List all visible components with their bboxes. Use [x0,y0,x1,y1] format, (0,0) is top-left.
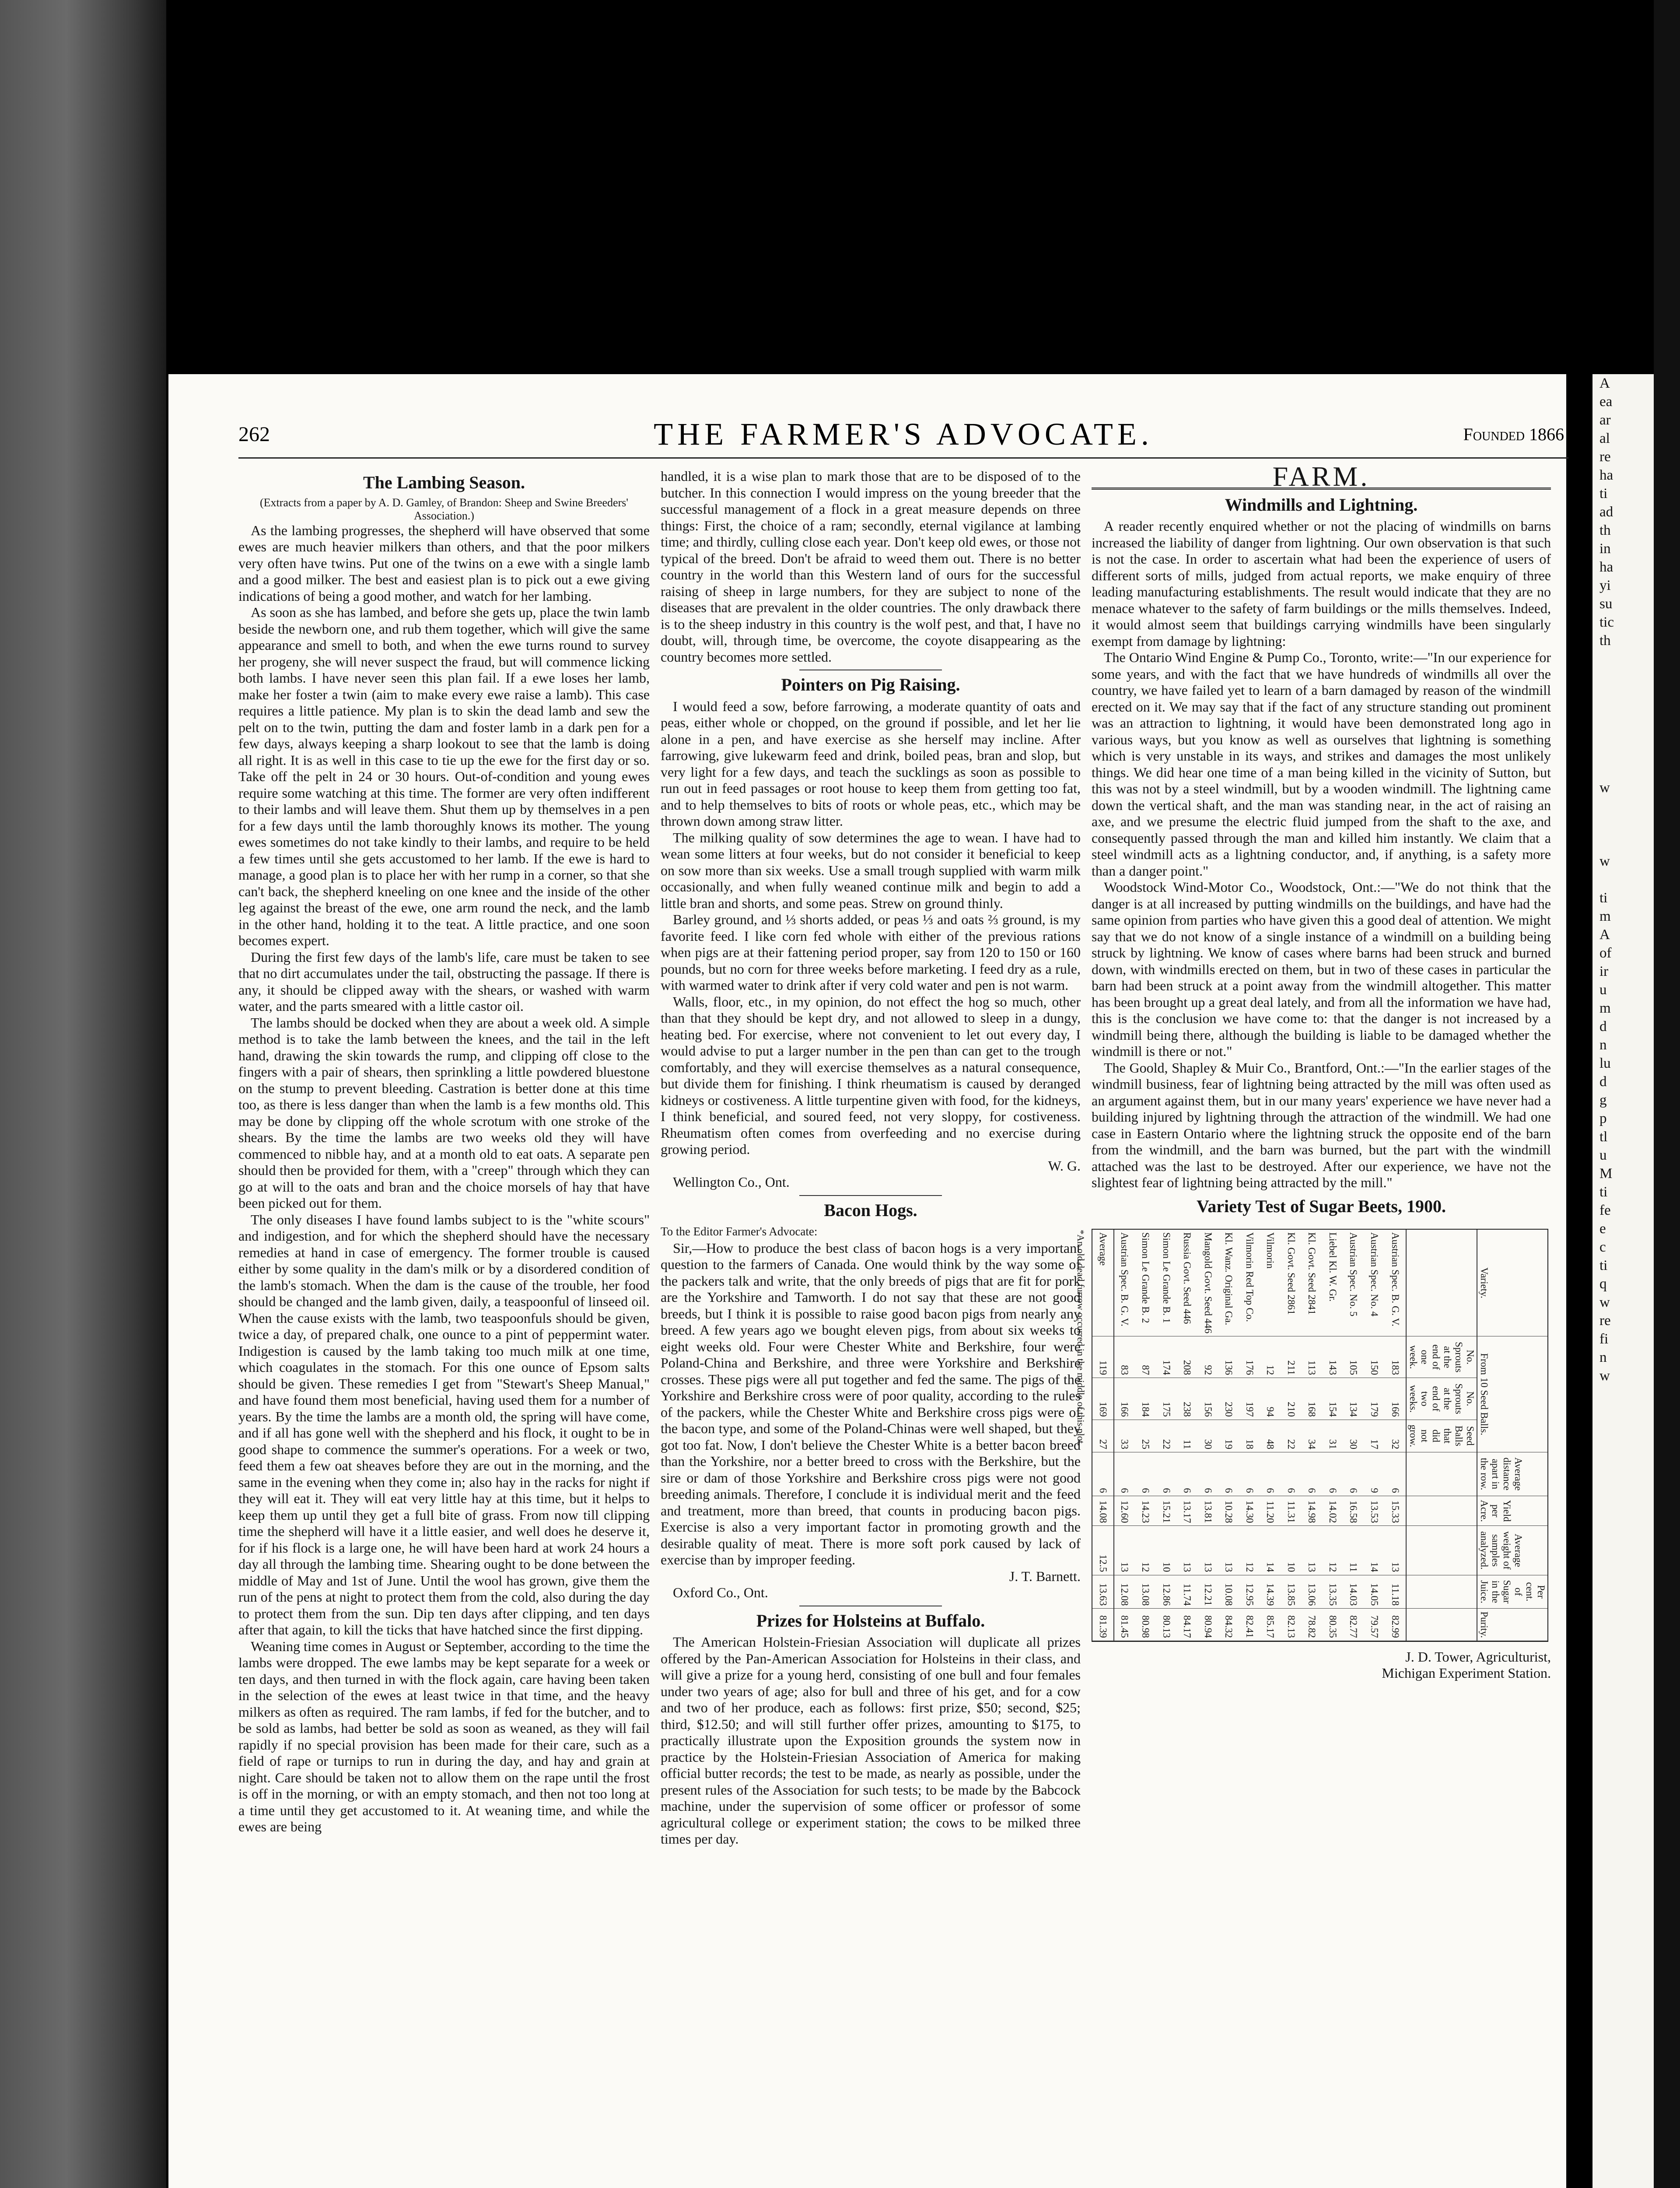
table-cell: 13 [1218,1525,1239,1574]
table-cell: 81.39 [1092,1608,1114,1641]
table-row [1260,1230,1281,1641]
table-cell: 6 [1135,1452,1156,1496]
table-cell: 14 [1260,1525,1281,1574]
fragment-line: e [1600,1221,1606,1237]
credit-name: J. D. Tower, Agriculturist, [1405,1648,1551,1665]
table-cell: 12 [1239,1525,1260,1574]
table-header [1406,1230,1477,1336]
fragment-line: ti [1600,890,1608,906]
table-cell: 156 [1197,1378,1218,1419]
table-cell: 18 [1239,1420,1260,1452]
table-cell: 238 [1177,1378,1198,1419]
table-cell: 134 [1343,1378,1364,1419]
table-cell: Kl. Govt. Seed 2861 [1281,1230,1302,1336]
table-cell: 13 [1385,1525,1406,1574]
fragment-line: fi [1600,1331,1609,1347]
divider [799,1195,942,1196]
fragment-line: p [1600,1111,1607,1126]
table-cell: 6 [1302,1452,1323,1496]
fragment-line: d [1600,1074,1607,1090]
table-cell: 6 [1177,1452,1198,1496]
lambing-note: (Extracts from a paper by A. D. Gamley, of Brandon: Sheep and Swine Breeders' Association.) [260,496,628,522]
fragment-line: ti [1600,1184,1608,1200]
fragment-line: ea [1600,394,1613,410]
table-cell: 11.74 [1177,1575,1198,1609]
table-cell: Simon Le Grande B. 1 [1156,1230,1177,1336]
table-cell: 6 [1239,1452,1260,1496]
fragment-line: c [1600,1239,1606,1255]
column-2 [661,468,1081,1848]
pig-initials: W. G. [1048,1157,1081,1174]
table-cell: 14.03 [1343,1575,1364,1609]
holstein-title: Prizes for Holsteins at Buffalo. [756,1610,985,1630]
table-row [1385,1230,1406,1641]
table-row [1114,1230,1135,1641]
fragment-line: al [1600,431,1610,446]
fragment-line [1600,797,1654,815]
table-header [1406,1452,1477,1496]
table-cell: 119 [1092,1336,1114,1378]
lambing-paragraph: The only diseases I have found lambs subject to is the "white scours" and indigestion, and for which the shepherd should have the necessary remedies at hand in case of emergency. The former trouble is caused either by some quality in the dam's milk or by a disordered condition of the lamb's stomach. When the dam is the cause of the trouble, her food should be changed and the lamb given, daily, a teaspoonful of linseed oil. When the cause exists with the lamb, two teaspoonfuls should be given, twice a day, of prepared chalk, one ounce to a pint of peppermint water. Indigestion is caused by the lamb taking too much milk at one time, which coagulates in the stomach. For this one ounce of Epsom salts should be given. These remedies I get from "Stewart's Sheep Manual," and have found them most beneficial, having used them for a number of years. By the time the lambs are a month old, the spring will have come, and if all has gone well with the shepherd and his flock, it ought to be in good shape to commence the summer's operations. For a week or two, feed them a few oat sheaves before they are out in the morning, and the same in the evening when they come in; also hay in the racks for night if they will eat it. They will eat very little hay at this time, but it helps to keep them up until they get a full bite of grass. From now till clipping time the shepherd will have it a little easier, and well does he deserve it, for if his flock is a large one, he will have been hard at work 24 hours a day all through the lambing time. Shearing ought to be done between the middle of May and 1st of June. Until the wool has grown, give them the run of the pens at night to protect them from the cold, also during the day to protect them from the sun. Dip ten days after clipping, and ten days after that again, to kill the ticks that have hatched since the first dipping. [238,1211,650,1637]
table-cell: 12.21 [1197,1575,1218,1609]
table-cell: 14.05 [1364,1575,1385,1609]
table-cell: 84.17 [1177,1608,1198,1641]
fragment-line [1600,870,1654,889]
table-cell: 80.94 [1197,1608,1218,1641]
lambing-paragraph: As soon as she has lambed, and before she gets up, place the twin lamb beside the newborn one, and rub them together, which will give the same appearance and smell to both, and when the ewe turns round to survey her progeny, she will never suspect the fraud, but will commence licking both lambs. I have never seen this plan fail. If a ewe loses her lamb, make her foster a twin (aim to make every ewe raise a lamb). This case requires a little patience. My plan is to skin the dead lamb and sew the pelt on to the twin, putting the dam and foster lamb in a dark pen for a few days, always keeping a sharp lookout to see that the lamb is doing all right. It is as well in this case to tie up the ewe for the first day or so. Take off the pelt in 24 or 30 hours. Out-of-condition and young ewes require some watching at this time. The former are very often indifferent to their lambs and will leave them. Shut them up by themselves in a pen for a few days until the lamb thoroughly knows its mother. The young ewes sometimes do not take kindly to their lambs, and require to be held a few times until she gets accustomed to her lamb. If the ewe is hard to manage, a good plan is to place her with her rump in a corner, so that she can't back, the shepherd kneeling on one knee and the inside of the other leg against the breast of the ewe, one arm round the neck, and the lamb in the other hand, holding it to the teat. A little practice, and one soon becomes expert. [238,604,650,948]
table-cell: 14 [1364,1525,1385,1574]
table-credit [1092,1649,1551,1682]
table-cell: 82.13 [1281,1608,1302,1641]
fragment-line: w [1600,853,1610,869]
fragment-line [1600,687,1654,705]
table-row [1177,1230,1198,1641]
fragment-line: u [1600,1147,1607,1163]
fragment-line [1600,705,1654,723]
fragment-line: u [1600,982,1607,998]
table-cell: Austrian Spec. B. G. V. [1385,1230,1406,1336]
table-cell: Austrian Spec. No. 5 [1343,1230,1364,1336]
fragment-line: g [1600,1092,1607,1108]
windmills-title: Windmills and Lightning. [1225,494,1418,515]
table-row [1156,1230,1177,1641]
pig-place: Wellington Co., Ont. [673,1174,790,1190]
table-cell: Vilmorin [1260,1230,1281,1336]
newspaper-page [168,374,1566,2188]
fragment-line: ir [1600,964,1609,979]
table-cell: 13 [1114,1525,1135,1574]
table-cell: 6 [1385,1452,1406,1496]
table-row [1239,1230,1260,1641]
fragment-line: ti [1600,1258,1608,1273]
table-cell: 6 [1092,1452,1114,1496]
table-cell: Russia Govt. Seed 446 [1177,1230,1198,1336]
founded-note: Founded 1866 [1463,424,1564,444]
table-cell: 12.60 [1114,1496,1135,1526]
table-cell: 19 [1218,1420,1239,1452]
fragment-line: A [1600,927,1610,943]
table-cell: 10 [1281,1525,1302,1574]
table-cell: 211 [1281,1336,1302,1378]
pig-title: Pointers on Pig Raising. [781,675,960,694]
fragment-line: tic [1600,614,1614,630]
table-cell: 6 [1156,1452,1177,1496]
fragment-line: w [1600,1294,1610,1310]
fragment-line: of [1600,945,1612,961]
fragment-line: w [1600,1368,1610,1384]
scan-right-border [1654,0,1680,2188]
table-cell: 169 [1092,1378,1114,1419]
table-cell: 12 [1323,1525,1344,1574]
sugar-beet-table [1073,1230,1548,1641]
table-cell: 13 [1302,1525,1323,1574]
table-cell: 13.08 [1135,1575,1156,1609]
table-cell: 34 [1302,1420,1323,1452]
table-cell: Austrian Spec. No. 4 [1364,1230,1385,1336]
table-cell: 136 [1218,1336,1239,1378]
lambing-paragraph: During the first few days of the lamb's life, care must be taken to see that no dirt accumulates under the tail, obstructing the passage. If there is any, it should be clipped away with the shears, or washed with warm water, and the parts smeared with a little castor oil. [238,949,650,1014]
table-row [1302,1230,1323,1641]
adjacent-page-fragment [1592,374,1654,2188]
windmills-paragraph: The Goold, Shapley & Muir Co., Brantford, Ont.:—"In the earlier stages of the windmill business, fear of lightning being attracted by the mill was often used as an argument against them, but in our many years' experience we have never had a building injured by lightning through the attraction of the windmill. We had one case in Eastern Ontario where the lightning struck the opposite end of the barn from the windmill, and the barn was burned, but the part with the windmill attached was the last to be destroyed. After our experience, we have not the slightest fear of lightning being attracted by the mill." [1092,1059,1551,1190]
lambing-continuation: handled, it is a wise plan to mark those that are to be disposed of to the butcher. In this connection I would impress on the young breeder that the successful management of a flock in a great measure depends on three things: First, the choice of a ram; secondly, eternal vigilance at lambing time; and thirdly, culling close each year. Don't keep old ewes, or those not typical of the breed. Don't be afraid to weed them out. There is no better country in the world than this Western land of ours for the successful raising of sheep in large numbers, for they are subject to none of the diseases that are prevalent in the older countries. The only drawback there is to the sheep industry in this country is the wolf pest, and that, I have no doubt, will, through time, be overcome, the coyote disappearing as the country becomes more settled. [661,468,1081,665]
table-cell: 183 [1385,1336,1406,1378]
table-footnote: *An old dead furrow occurred in the middle of this plot. [1075,1229,1086,1446]
table-cell: 184 [1135,1378,1156,1419]
table-cell: 154 [1323,1378,1344,1419]
table-cell: 6 [1281,1452,1302,1496]
table-cell: 92 [1197,1336,1218,1378]
table-cell: 78.82 [1302,1608,1323,1641]
lambing-paragraph: As the lambing progresses, the shepherd will have observed that some ewes are much heavier milkers than others, and that the poor milkers very often have twins. Put one of the twins on a ewe with a single lamb and a good milker. The best and easiest plan is to pick out a ewe giving indications of being a good mother, and watch for her lambing. [238,522,650,604]
table-cell: 179 [1364,1378,1385,1419]
table-cell: 210 [1281,1378,1302,1419]
table-cell: 25 [1135,1420,1156,1452]
fragment-line [1600,760,1654,778]
table-cell: 174 [1156,1336,1177,1378]
scan-left-border [0,0,166,2188]
fragment-line: m [1600,908,1611,924]
pig-paragraph: The milking quality of sow determines the age to wean. I have had to wean some litters at four weeks, but do not consider it beneficial to keep on sow more than six weeks. Use a small trough supplied with warm milk occasionally, and when fully weaned continue milk and begin to add a little bran and shorts, and some peas. Strew on ground thinly. [661,829,1081,911]
table-cell: 11 [1343,1525,1364,1574]
windmills-paragraph: The Ontario Wind Engine & Pump Co., Toronto, write:—"In our experience for some years, and with the fact that we have hundreds of windmills all over the country, we have failed yet to learn of a barn damaged by reason of the windmill erected on it. We may say that if the fact of any structure standing out prominent was an attraction to lightning, it would have been demonstrated long ago in various ways, but you know as well as ourselves that lightning is something which is very unstable in its ways, and strikes and damages the most unlikely things. We did hear one time of a man being killed in the vicinity of Sutton, but this was not by a steel windmill, but by a wooden windmill. The lightning came down the vertical shaft, and the man was standing near, in the act of raising an axe, and we presume the electric fluid jumped from the shaft to the axe, and consequently passed through the man and killed him instantly. We claim that a steel windmill acts as a lightning conductor, and, if anything, is a safety more than a danger point." [1092,649,1551,879]
table-average-row [1092,1230,1114,1641]
table-cell: Kl. Wanz. Original Ga. [1218,1230,1239,1336]
table-row [1218,1230,1239,1641]
bacon-paragraph: Sir,—How to produce the best class of bacon hogs is a very important question to the farmers of Canada. One would think by the way some of the packers talk and write, that the only breeds of pigs that are fit for pork are the Yorkshire and Tamworth. I do not say that these are not good breeds, but I think it is possible to raise good bacon pigs from nearly any breed. A few years ago we bought eleven pigs, from about six weeks to eight weeks old. Four were Chester White and Berkshire, four were Poland-China and Berkshire, and three were Yorkshire and Berkshire crosses. These pigs were all put together and fed the same. The pigs of the Yorkshire and Berkshire cross were of poor quality, according to the rules of the packers, while the Chester White and Berkshire cross pigs were of the bacon type, and some of the Poland-Chinas were well shaped, but they got too fat. Now, I don't believe the Chester White is a better bacon breed than the Yorkshire, nor a better breed to cross with the Berkshire, but the sire or dam of those Yorkshire and Berkshire cross pigs were not good breeding animals. Therefore, I conclude it is individual merit and the feed and treatment, more than breed, that counts in producing bacon pigs. Exercise is also a very important factor in promoting growth and the desirable quality of meat. There is more soft pork caused by lack of exercise than by improper feeding. [661,1240,1081,1567]
fragment-line [1600,815,1654,834]
lambing-paragraph: The lambs should be docked when they are about a week old. A simple method is to take the lamb between the knees, and the tail in the left hand, drawing the skin towards the rump, and clipping off close to the fingers with a pair of shears, then sprinkling a little powdered bluestone on the stump to prevent bleeding. Castration is better done at this time too, as there is less danger than when the lamb is a few months old. This may be done by clipping off the whole scrotum with one stroke of the shears. By the time the lambs are two weeks old they will have commenced to nibble hay, and at a month old to eat oats. A separate pen should then be provided for them, with a "creep" through which they can go at will to the oats and bran and the choice morsels of hay that have been picked out for them. [238,1014,650,1211]
table-cell: 13.81 [1197,1496,1218,1526]
table-header [1406,1496,1477,1526]
table-cell: 230 [1218,1378,1239,1419]
table-cell: 6 [1260,1452,1281,1496]
fragment-line [1600,742,1654,760]
table-cell: 83 [1114,1336,1135,1378]
fragment-line: th [1600,633,1611,649]
table-cell: 14.23 [1135,1496,1156,1526]
fragment-line: tl [1600,1129,1608,1145]
fragment-line: ha [1600,559,1614,575]
table-cell: 79.57 [1364,1608,1385,1641]
table-header [1406,1525,1477,1574]
table-cell: 80.35 [1323,1608,1344,1641]
bacon-signature: J. T. Barnett. [1009,1568,1081,1584]
table-cell: 6 [1114,1452,1135,1496]
fragment-line: q [1600,1276,1607,1292]
fragment-line: re [1600,449,1611,465]
table-cell: Average [1092,1230,1114,1336]
fragment-line: lu [1600,1055,1611,1071]
table-cell: 11.18 [1385,1575,1406,1609]
table-cell: 81.45 [1114,1608,1135,1641]
table-header: Average weight of samples analyzed. [1477,1525,1547,1574]
table-cell: 94 [1260,1378,1281,1419]
fragment-line: re [1600,1313,1611,1329]
table-header [1406,1608,1477,1641]
table-cell: 150 [1364,1336,1385,1378]
table-header: Per cent. of Sugar in the Juice. [1477,1575,1547,1609]
table-cell: 80.13 [1156,1608,1177,1641]
table-cell: 13.06 [1302,1575,1323,1609]
fragment-line: in [1600,541,1611,557]
table-cell: 13.53 [1364,1496,1385,1526]
table-cell: 82.99 [1385,1608,1406,1641]
table-row [1343,1230,1364,1641]
table-cell: 12.86 [1156,1575,1177,1609]
table-header: Variety. [1477,1230,1547,1336]
table-cell: Liebel Kl. W. Gr. [1323,1230,1344,1336]
table-cell: 6 [1218,1452,1239,1496]
fragment-line: ar [1600,412,1611,428]
bacon-place: Oxford Co., Ont. [673,1585,768,1600]
table-cell: Austrian Spec. B. G. V. [1114,1230,1135,1336]
bacon-title: Bacon Hogs. [824,1200,917,1220]
table-cell: 32 [1385,1420,1406,1452]
table-header: Seed Balls that did not grow. [1406,1420,1477,1452]
table-row [1323,1230,1344,1641]
table-cell: Simon Le Grande B. 2 [1135,1230,1156,1336]
table-cell: 87 [1135,1336,1156,1378]
fragment-line: yi [1600,578,1611,593]
farm-section-heading: FARM. [1272,461,1370,492]
fragment-line: m [1600,1000,1611,1016]
pig-paragraph: Walls, floor, etc., in my opinion, do not effect the hog so much, other than that they should be kept dry, and not allowed to sleep in a dungy, heating bed. For exercise, where not convenient to let out every day, I would advise to put a larger number in the pen than can get to the trough comfortably, and they will exercise themselves as a natural consequence, but divide them for finishing. I think rheumatism is caused by deranged kidneys or costiveness. A little turpentine given with food, for the kidneys, I think beneficial, and soured feed, not very sloppy, for costiveness. Rheumatism often comes from overfeeding and no exercise during growing period. [661,993,1081,1157]
table-cell: 85.17 [1260,1608,1281,1641]
table-cell: 13.35 [1323,1575,1344,1609]
pig-paragraph: I would feed a sow, before farrowing, a moderate quantity of oats and peas, either whole or chopped, on the ground if possible, and let her lie alone in a pen, and have exercise as she herself may incline. After farrowing, give lukewarm feed and drink, boiled peas, bran and slop, but very light for a few days, and teach the sucklings as soon as possible to run out in feed passages or root house to keep them from getting too fat, and to help themselves to bits of roots or whole peas, etc., which may be thrown down among straw litter. [661,698,1081,829]
table-cell: 14.08 [1092,1496,1114,1526]
fragment-line [1600,834,1654,852]
sugar-beet-table-frame [1075,1229,1548,1642]
table-header: Yield per Acre. [1477,1496,1547,1526]
table-cell: 14.02 [1323,1496,1344,1526]
holstein-paragraph: The American Holstein-Friesian Association will duplicate all prizes offered by the Pan-American Association for Holsteins in their class, and will give a prize for a young herd, consisting of one bull and four females under two years of age; also for bull and three of his get, and for a cow and two of her produce, each as follows: first prize, $50; second, $25; third, $12.50; and will still further offer prizes, amounting to $175, to practically illustrate upon the Exposition grounds the system now in practice by the Holstein-Friesian Association of America for making official butter records; the test to be made, as nearly as possible, under the present rules of the Association for such tests; to be made by the Babcock machine, under the supervision of some officer or professor of some agricultural college or experiment station; the cows to be milked three times per day. [661,1634,1081,1847]
table-cell: 168 [1302,1378,1323,1419]
pig-paragraph: Barley ground, and ⅓ shorts added, or peas ⅓ and oats ⅔ ground, is my favorite feed. I like corn fed whole with either of the previous rations when pigs are at their fattening period proper, say from 120 to 150 or 160 pounds, but no corn for three weeks before marketing. I feed dry as a rule, with warmed water to drink after if very cold water and pen is not warm. [661,912,1081,993]
fragment-line [1600,723,1654,742]
table-cell: 16.58 [1343,1496,1364,1526]
table-cell: 14.30 [1239,1496,1260,1526]
table-cell: 208 [1177,1336,1198,1378]
table-cell: 48 [1260,1420,1281,1452]
table-cell: 13.85 [1281,1575,1302,1609]
column-1 [238,468,650,1835]
fragment-line [1600,650,1654,668]
table-header [1406,1575,1477,1609]
lambing-title: The Lambing Season. [363,473,525,492]
bacon-salutation: To the Editor Farmer's Advocate: [661,1225,818,1238]
table-cell: 15.33 [1385,1496,1406,1526]
table-cell: 197 [1239,1378,1260,1419]
table-cell: 82.77 [1343,1608,1364,1641]
table-header: No. Sprouts at the end of two weeks. [1406,1378,1477,1419]
table-cell: 9 [1364,1452,1385,1496]
table-cell: 12.95 [1239,1575,1260,1609]
table-cell: 12.5 [1092,1525,1114,1574]
table-cell: 13 [1177,1525,1198,1574]
fragment-line: n [1600,1037,1607,1053]
fragment-line: fe [1600,1203,1611,1218]
windmills-paragraph: A reader recently enquired whether or not the placing of windmills on barns increased the liability of danger from lightning. Our own observation is that such is not the case. In order to ascertain what had been the experience of users of different sorts of mills, judged from actual reports, we make enquiry of three leading manufacturing establishments. The result would indicate that they are no menace whatever to the safety of farm buildings or the mills themselves. Indeed, it would almost seem that buildings carrying windmills have been singularly exempt from damage by lightning: [1092,518,1551,649]
table-cell: 11 [1177,1420,1198,1452]
table-cell: 84.32 [1218,1608,1239,1641]
table-row [1135,1230,1156,1641]
table-cell: Kl. Govt. Seed 2841 [1302,1230,1323,1336]
table-cell: 176 [1239,1336,1260,1378]
table-cell: 14.39 [1260,1575,1281,1609]
table-cell: 14.98 [1302,1496,1323,1526]
table-cell: 10 [1156,1525,1177,1574]
table-row [1364,1230,1385,1641]
table-cell: 11.20 [1260,1496,1281,1526]
page-header [238,414,1568,459]
table-cell: 166 [1114,1378,1135,1419]
fragment-line: A [1600,375,1610,391]
fragment-line: d [1600,1019,1607,1034]
sugar-beet-table-block [1075,1196,1551,1645]
table-cell: 6 [1323,1452,1344,1496]
page-number: 262 [238,423,270,446]
table-cell: 175 [1156,1378,1177,1419]
table-cell: Vilmorin Red Top Co. [1239,1230,1260,1336]
fragment-line: w [1600,780,1610,796]
table-cell: 31 [1323,1420,1344,1452]
table-cell: 6 [1197,1452,1218,1496]
table-cell: 13 [1197,1525,1218,1574]
table-cell: 33 [1114,1420,1135,1452]
table-cell: 17 [1364,1420,1385,1452]
table-cell: 143 [1323,1336,1344,1378]
sugar-beet-title: Variety Test of Sugar Beets, 1900. [1197,1196,1446,1216]
masthead: THE FARMER'S ADVOCATE. [654,417,1153,452]
fragment-line: su [1600,596,1613,612]
table-cell: 30 [1197,1420,1218,1452]
table-cell: 10.08 [1218,1575,1239,1609]
table-cell: 113 [1302,1336,1323,1378]
table-cell: 27 [1092,1420,1114,1452]
fragment-line: M [1600,1166,1613,1182]
table-cell: 82.41 [1239,1608,1260,1641]
table-cell: 12.08 [1114,1575,1135,1609]
table-cell: 12 [1260,1336,1281,1378]
table-cell: 105 [1343,1336,1364,1378]
table-cell: 22 [1156,1420,1177,1452]
fragment-line: ti [1600,486,1608,501]
table-cell: 30 [1343,1420,1364,1452]
fragment-line: ha [1600,467,1614,483]
table-row [1281,1230,1302,1641]
table-cell: 11.31 [1281,1496,1302,1526]
table-cell: 12 [1135,1525,1156,1574]
table-cell: 166 [1385,1378,1406,1419]
table-cell: 22 [1281,1420,1302,1452]
table-cell: Mangold Govt. Seed 446 [1197,1230,1218,1336]
table-header: No. Sprouts at the end of one week. [1406,1336,1477,1378]
table-cell: 13.17 [1177,1496,1198,1526]
credit-place: Michigan Experiment Station. [1382,1665,1551,1681]
table-cell: 10.28 [1218,1496,1239,1526]
lambing-paragraph: Weaning time comes in August or September, according to the time the lambs were dropped. The ewe lambs may be kept separate for a week or ten days, and then turned in with the flock again, care having been taken in the selection of the ewes at least twice in that time, and the heavy milkers as often as required. The ram lambs, if fed for the butcher, and to be sold as lambs, had better be sold as soon as weaned, as they will fail rapidly if no special provision has been made for their care, such as a field of rape or turnips to run in during the day, and hay and grain at night. Care should be taken not to allow them on the rape until the frost is off in the morning, or with an empty stomach, and then not too long at a time until they get accustomed to it. At weaning time, and while the ewes are being [238,1638,650,1834]
fragment-line: n [1600,1350,1607,1365]
table-cell: 15.21 [1156,1496,1177,1526]
table-cell: 80.98 [1135,1608,1156,1641]
table-header: Purity. [1477,1608,1547,1641]
table-cell: 13.63 [1092,1575,1114,1609]
fragment-line [1600,668,1654,687]
fragment-line: th [1600,522,1611,538]
column-3 [1075,461,1551,1682]
table-group-header: From 10 Seed Balls. [1477,1336,1547,1452]
fragment-line: ad [1600,504,1614,520]
table-cell: 6 [1343,1452,1364,1496]
windmills-paragraph: Woodstock Wind-Motor Co., Woodstock, Ont.:—"We do not think that the danger is at all increased by putting windmills on the buildings, and have had the same opinion from parties who have given this a good deal of attention. We might say that we do not know of a single instance of a windmill on a building being struck by lightning. We know of cases where barns had been struck and burned down, with windmills erected on them, but in two of these cases in particular the barn had been struck at a point away from the windmill altogether. This matter has been brought up a great deal lately, and from all the information we have had, this is the conclusion we have come to: that the danger is not increased by a windmill being there, although the building is liable to be damaged whether the windmill is there or not." [1092,879,1551,1059]
table-row [1197,1230,1218,1641]
table-header: Average distance apart in the row. [1477,1452,1547,1496]
adjacent-page-text [1592,374,1654,1385]
